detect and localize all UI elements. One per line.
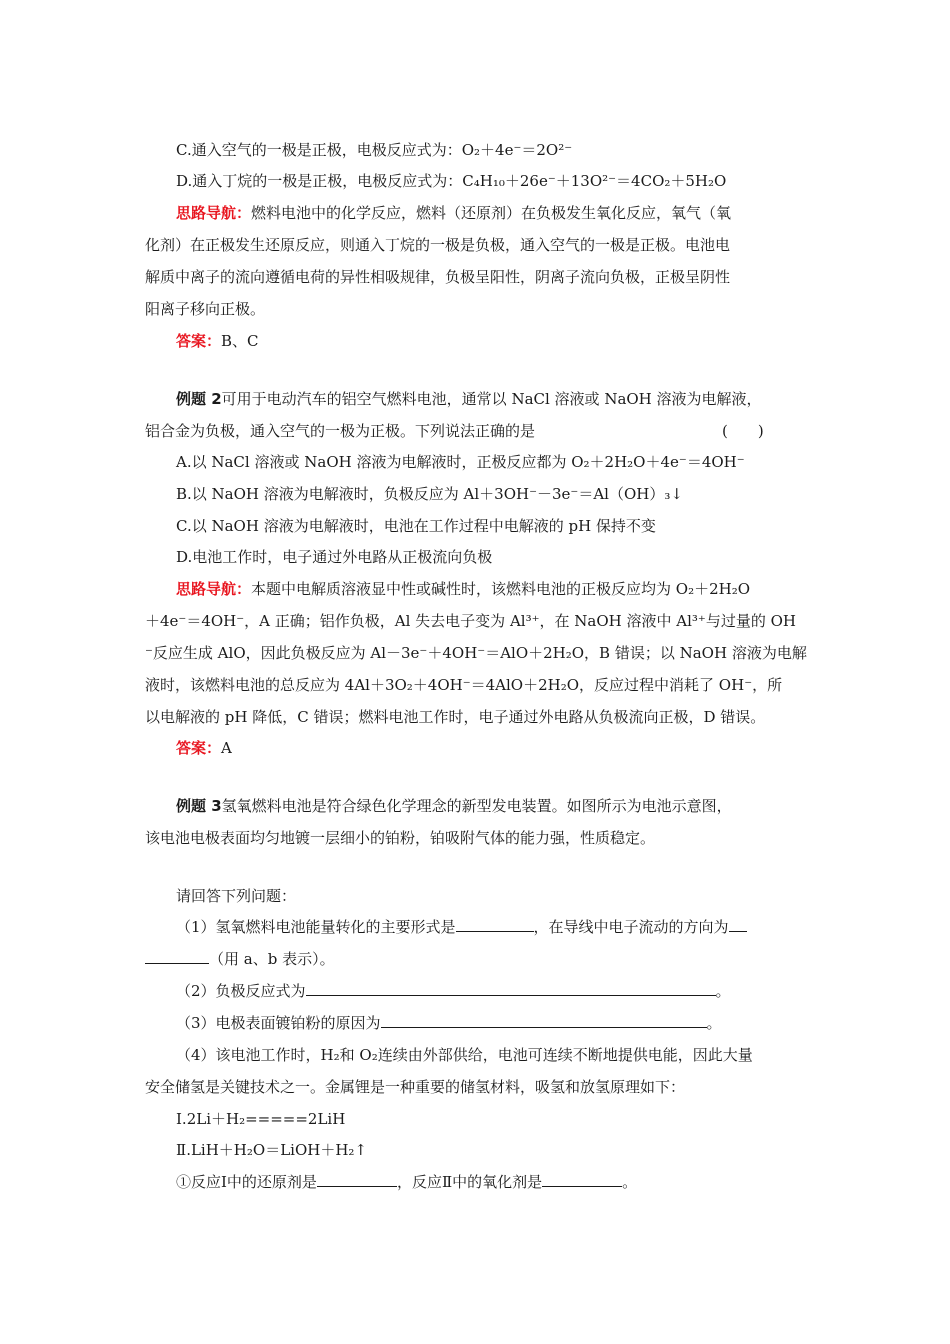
period: 。 <box>715 982 731 1000</box>
reaction-2: Ⅱ.LiH＋H₂O＝LiOH＋H₂↑ <box>176 1141 367 1159</box>
answer-blank[interactable] <box>381 1013 707 1028</box>
question-1-cont <box>145 949 335 969</box>
answer-paren: ( ) <box>722 422 764 440</box>
answer-value: A <box>221 739 232 757</box>
question-3 <box>176 1013 722 1033</box>
answer-label: 答案： <box>176 332 222 350</box>
hint-label: 思路导航： <box>176 580 252 598</box>
question-1 <box>176 917 747 937</box>
answer-line <box>176 331 259 351</box>
example3-stem <box>176 796 732 816</box>
question-4-cont: 安全储氢是关键技术之一。金属锂是一种重要的储氢材料，吸氢和放氢原理如下： <box>145 1078 686 1096</box>
example2-stem-2: 铝合金为负极，通入空气的一极为正极。下列说法正确的是 <box>145 422 536 440</box>
hint-paragraph <box>176 203 731 223</box>
sub-question-1-text: ①反应Ⅰ中的还原剂是 <box>176 1173 317 1191</box>
example2-stem <box>176 389 762 409</box>
answer-blank[interactable] <box>317 1172 397 1187</box>
question-2-text: （2）负极反应式为 <box>176 982 306 1000</box>
answer-blank[interactable] <box>306 981 716 996</box>
option-d: D.通入丁烷的一极是正极，电极反应式为：C₄H₁₀＋26e⁻＋13O²⁻＝4CO₂＋5H₂O <box>176 172 727 190</box>
hint-text: 液时，该燃料电池的总反应为 4Al＋3O₂＋4OH⁻＝4AlO＋2H₂O，反应过程中消耗了 OH⁻，所 <box>145 676 783 694</box>
sub-question-1-text-2: ，反应Ⅱ中的氧化剂是 <box>396 1173 543 1191</box>
hint-text: 本题中电解质溶液显中性或碱性时，该燃料电池的正极反应均为 O₂＋2H₂O <box>251 580 751 598</box>
question-1-text-3: （用 a、b 表示）。 <box>209 950 335 968</box>
example2-label: 例题 2 <box>176 390 222 408</box>
question-3-text: （3）电极表面镀铂粉的原因为 <box>176 1014 381 1032</box>
hint-text: 阳离子移向正极。 <box>145 300 266 318</box>
example2-option-d: D.电池工作时，电子通过外电路从正极流向负极 <box>176 548 493 566</box>
question-1-text-2: ，在导线中电子流动的方向为 <box>533 918 729 936</box>
question-4: （4）该电池工作时，H₂和 O₂连续由外部供给，电池可连续不断地提供电能，因此大量 <box>176 1046 753 1064</box>
hint-text: ⁻反应生成 AlO，因此负极反应为 Al－3e⁻＋4OH⁻＝AlO＋2H₂O，B 错误；以 NaOH 溶液为电解 <box>145 644 807 662</box>
hint-text: ＋4e⁻＝4OH⁻，A 正确；铝作负极，Al 失去电子变为 Al³⁺，在 NaOH 溶液中 Al³⁺与过量的 OH <box>145 612 796 630</box>
hint-text: 以电解液的 pH 降低，C 错误；燃料电池工作时，电子通过外电路从负极流向正极，D 错误。 <box>145 708 766 726</box>
answer-blank[interactable] <box>729 917 747 932</box>
question-2 <box>176 981 731 1001</box>
answer-blank[interactable] <box>456 917 534 932</box>
hint-label: 思路导航： <box>176 204 252 222</box>
answer-blank[interactable] <box>145 949 209 964</box>
example2-hint <box>176 579 750 599</box>
period: 。 <box>706 1014 722 1032</box>
hint-text: 燃料电池中的化学反应，燃料（还原剂）在负极发生氧化反应，氧气（氧 <box>251 204 732 222</box>
answer-line <box>176 738 232 758</box>
example3-text: 氢氧燃料电池是符合绿色化学理念的新型发电装置。如图所示为电池示意图， <box>221 797 732 815</box>
period: 。 <box>622 1173 638 1191</box>
option-c: C.通入空气的一极是正极，电极反应式为：O₂＋4e⁻＝2O²⁻ <box>176 141 573 159</box>
example3-stem-2: 该电池电极表面均匀地镀一层细小的铂粉，铂吸附气体的能力强，性质稳定。 <box>145 829 656 847</box>
reaction-1: Ⅰ.2Li＋H₂=====2LiH <box>176 1110 346 1128</box>
sub-question-1 <box>176 1172 637 1192</box>
question-1-text: （1）氢氧燃料电池能量转化的主要形式是 <box>176 918 456 936</box>
example3-label: 例题 3 <box>176 797 222 815</box>
answer-blank[interactable] <box>542 1172 622 1187</box>
hint-text: 化剂）在正极发生还原反应，则通入丁烷的一极是负极，通入空气的一极是正极。电池电 <box>145 236 731 254</box>
example2-option-c: C.以 NaOH 溶液为电解液时，电池在工作过程中电解液的 pH 保持不变 <box>176 517 656 535</box>
hint-text: 解质中离子的流向遵循电荷的异性相吸规律，负极呈阳性，阴离子流向负极，正极呈阴性 <box>145 268 731 286</box>
example2-option-b: B.以 NaOH 溶液为电解液时，负极反应为 Al＋3OH⁻－3e⁻＝Al（OH）₃↓ <box>176 485 683 503</box>
example2-option-a: A.以 NaCl 溶液或 NaOH 溶液为电解液时，正极反应都为 O₂＋2H₂O＋4e⁻＝4OH⁻ <box>176 453 745 471</box>
example2-text: 可用于电动汽车的铝空气燃料电池，通常以 NaCl 溶液或 NaOH 溶液为电解液， <box>221 390 762 408</box>
answer-value: B、C <box>221 332 259 350</box>
question-prompt: 请回答下列问题： <box>176 887 297 905</box>
answer-label: 答案： <box>176 739 222 757</box>
